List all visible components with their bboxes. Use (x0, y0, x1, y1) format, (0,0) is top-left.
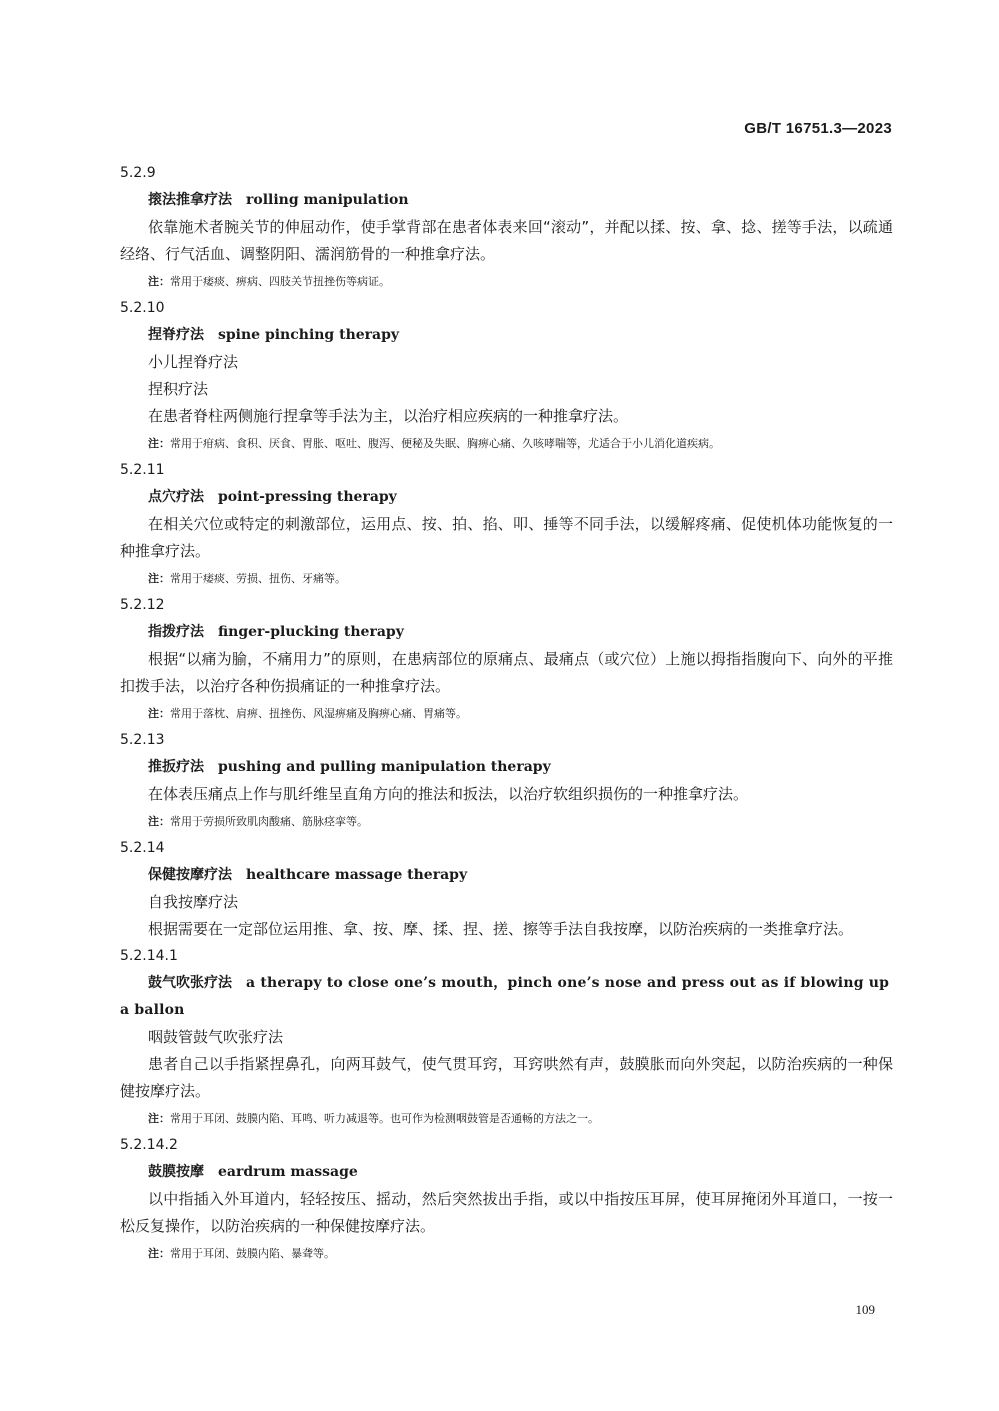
term-definition: 在相关穴位或特定的刺激部位，运用点、按、拍、掐、叩、捶等不同手法，以缓解疼痛、促使机体功能恢复的一种推拿疗法。 (120, 515, 893, 560)
note-text: 常用于痿痰、痹病、四肢关节扭挫伤等病证。 (170, 275, 390, 288)
terms-list (120, 160, 893, 1267)
term-chinese: 㨰法推拿疗法 (148, 192, 232, 208)
term-heading (120, 187, 893, 214)
term-heading (120, 862, 893, 889)
term-note (120, 700, 893, 727)
term-chinese: 捏脊疗法 (148, 327, 204, 343)
term-synonym: 咽鼓管鼓气吹张疗法 (148, 1028, 284, 1046)
term-chinese: 指拨疗法 (148, 624, 204, 640)
term-heading (120, 619, 893, 646)
term-heading (120, 1159, 893, 1186)
term-entry (120, 295, 893, 457)
entry-number: 5.2.12 (120, 597, 165, 613)
entry-number: 5.2.10 (120, 300, 165, 316)
entry-number: 5.2.9 (120, 165, 156, 181)
term-entry (120, 592, 893, 727)
note-text: 常用于耳闭、鼓膜内陷、耳鸣、听力减退等。也可作为检测咽鼓管是否通畅的方法之一。 (170, 1112, 599, 1125)
note-text: 常用于疳病、食积、厌食、胃胀、呕吐、腹泻、便秘及失眠、胸痹心痛、久咳哮喘等，尤适合于小儿消化道疾病。 (170, 437, 720, 450)
term-note (120, 565, 893, 592)
term-english: finger-plucking therapy (218, 624, 404, 640)
term-note (120, 1105, 893, 1132)
term-chinese: 鼓膜按摩 (148, 1164, 204, 1180)
term-definition: 在患者脊柱两侧施行捏拿等手法为主，以治疗相应疾病的一种推拿疗法。 (148, 407, 629, 425)
term-english: point-pressing therapy (218, 489, 397, 505)
term-entry (120, 943, 893, 1132)
note-label: 注： (148, 275, 170, 288)
note-text: 常用于落枕、肩痹、扭挫伤、风湿痹痛及胸痹心痛、胃痛等。 (170, 707, 467, 720)
term-chinese: 推扳疗法 (148, 759, 204, 775)
term-definition: 依靠施术者腕关节的伸屈动作，使手掌背部在患者体表来回“滚动”，并配以揉、按、拿、捻、搓等手法，以疏通经络、行气活血、调整阴阳、濡润筋骨的一种推拿疗法。 (120, 218, 893, 263)
term-heading (120, 970, 893, 1024)
term-synonym: 自我按摩疗法 (148, 893, 239, 911)
term-note (120, 268, 893, 295)
term-note (120, 430, 893, 457)
entry-number: 5.2.14 (120, 840, 165, 856)
note-label: 注： (148, 1247, 170, 1260)
term-entry (120, 727, 893, 835)
term-english: eardrum massage (218, 1164, 358, 1180)
term-chinese: 鼓气吹张疗法 (148, 975, 232, 991)
term-chinese: 保健按摩疗法 (148, 867, 232, 883)
term-heading (120, 484, 893, 511)
term-heading (120, 322, 893, 349)
note-text: 常用于劳损所致肌肉酸痛、筋脉痉挛等。 (170, 815, 368, 828)
entry-number: 5.2.13 (120, 732, 165, 748)
term-entry (120, 1132, 893, 1267)
entry-number: 5.2.14.1 (120, 948, 178, 964)
entry-number: 5.2.11 (120, 462, 165, 478)
note-text: 常用于痿痰、劳损、扭伤、牙痛等。 (170, 572, 346, 585)
term-definition: 根据需要在一定部位运用推、拿、按、摩、揉、捏、搓、擦等手法自我按摩，以防治疾病的一类推拿疗法。 (148, 920, 854, 938)
standard-number: GB/T 16751.3—2023 (744, 120, 892, 137)
term-english: pushing and pulling manipulation therapy (218, 759, 551, 775)
term-definition: 患者自己以手指紧捏鼻孔，向两耳鼓气，使气贯耳窍，耳窍哄然有声，鼓膜胀而向外突起，以防治疾病的一种保健按摩疗法。 (120, 1055, 893, 1100)
note-text: 常用于耳闭、鼓膜内陷、暴聋等。 (170, 1247, 335, 1260)
note-label: 注： (148, 815, 170, 828)
note-label: 注： (148, 437, 170, 450)
term-definition: 以中指插入外耳道内，轻轻按压、摇动，然后突然拔出手指，或以中指按压耳屏，使耳屏掩闭外耳道口，一按一松反复操作，以防治疾病的一种保健按摩疗法。 (120, 1190, 893, 1235)
term-entry (120, 835, 893, 943)
term-english: spine pinching therapy (218, 327, 400, 343)
note-label: 注： (148, 1112, 170, 1125)
term-synonym: 小儿捏脊疗法 (148, 353, 239, 371)
page-number: 109 (855, 1302, 875, 1317)
term-definition: 根据“以痛为腧，不痛用力”的原则，在患病部位的原痛点、最痛点（或穴位）上施以拇指指腹向下、向外的平推扣拨手法，以治疗各种伤损痛证的一种推拿疗法。 (120, 650, 893, 695)
term-heading (120, 754, 893, 781)
note-label: 注： (148, 572, 170, 585)
term-synonym: 捏积疗法 (148, 380, 209, 398)
entry-number: 5.2.14.2 (120, 1137, 178, 1153)
note-label: 注： (148, 707, 170, 720)
term-note (120, 1240, 893, 1267)
term-english: rolling manipulation (246, 192, 409, 208)
term-note (120, 808, 893, 835)
term-definition: 在体表压痛点上作与肌纤维呈直角方向的推法和扳法，以治疗软组织损伤的一种推拿疗法。 (148, 785, 749, 803)
term-entry (120, 160, 893, 295)
term-entry (120, 457, 893, 592)
term-english: a therapy to close one’s mouth，pinch one’s nose and press out as if blowing up a ballon (120, 975, 890, 1018)
term-chinese: 点穴疗法 (148, 489, 204, 505)
term-english: healthcare massage therapy (246, 867, 468, 883)
